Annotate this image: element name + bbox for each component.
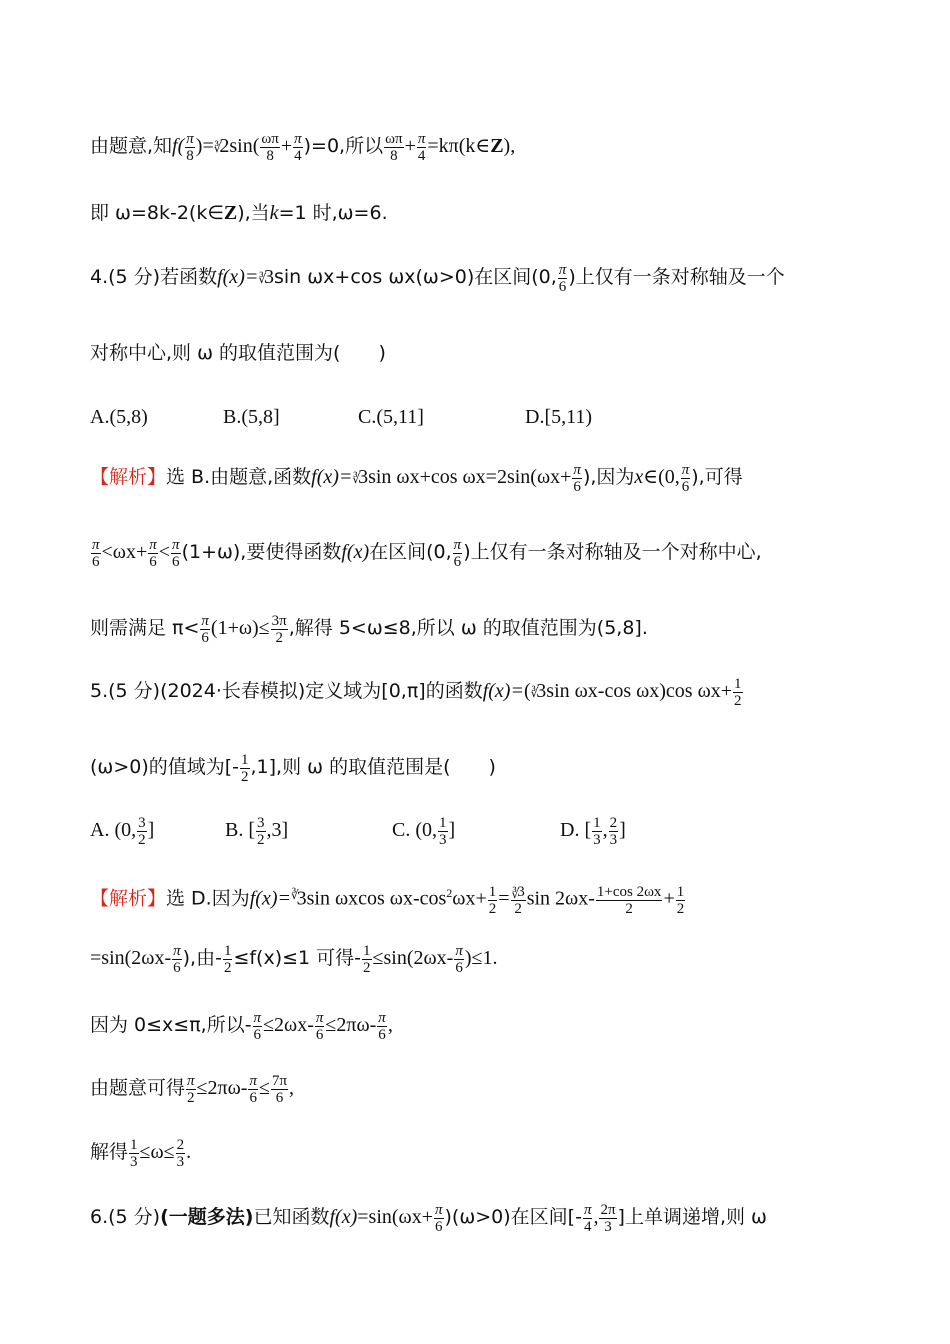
text: )上仅有一条对称轴及一个 [568, 266, 785, 289]
text: sin ωx+cos ωx=2sin(ωx+ [368, 466, 572, 489]
option-a[interactable]: A. (0, $\frac{3}{2}$ ] [90, 815, 155, 848]
text: ),因为 [582, 466, 635, 489]
text: 3 [358, 466, 369, 489]
fraction: $\frac{2}{3}$ [176, 1137, 185, 1170]
text: <ωx+ [101, 541, 148, 564]
text: k [269, 202, 279, 224]
solution-4-line-1 [90, 462, 880, 495]
fraction: $\frac{\pi}{6}$ [455, 943, 463, 976]
text: 则需满足 π< [90, 617, 200, 640]
text: 由题意可得 [90, 1077, 186, 1100]
text: 由题意,知 [90, 135, 173, 158]
text: =sin(2ωx- [90, 947, 172, 970]
text: ∈(0, [643, 466, 680, 489]
fraction: $\frac{1}{2}$ [223, 943, 232, 976]
text: ≤ [258, 1077, 270, 1100]
text: f(x)= [482, 680, 524, 703]
text: =kπ(k∈ [427, 135, 491, 158]
text: 2 [219, 135, 230, 158]
fraction: $\frac{1}{2}$ [241, 752, 249, 785]
question-4 [90, 262, 880, 295]
fraction: $\frac{1}{2}$ [676, 883, 685, 917]
question-5: 5.(5 分)(2024·长春模拟)定义域为[0,π]的函数f(x)=(∛3sin ωx-cos ωx)cos ωx+ $\frac{1}{2}$ [90, 676, 742, 709]
text: . [186, 1141, 192, 1164]
option-b[interactable]: B. [ $\frac{3}{2}$ ,3] [225, 815, 289, 848]
option-d[interactable]: D. [ $\frac{1}{3}$ , $\frac{2}{3}$ ] [560, 815, 626, 848]
text: 解得 [90, 1141, 129, 1164]
solution-3-line-2 [90, 198, 880, 228]
text: f(x) [341, 541, 370, 564]
fraction: $\frac{\pi}{6}$ [253, 1010, 262, 1043]
radical: ∛ [213, 141, 222, 155]
radical: ∛ [352, 472, 361, 486]
text: f(x) [329, 1206, 358, 1229]
option-d[interactable]: D.[5,11) [525, 406, 593, 428]
text: 在区间(0, [369, 541, 452, 564]
fraction: $\frac{\pi}{6}$ [378, 1010, 386, 1043]
fraction: $\frac{2\pi}{3}$ [600, 1202, 616, 1235]
fraction: $\frac{\pi}{6}$ [573, 462, 581, 495]
fraction: $\frac{\pi}{4}$ [417, 131, 426, 164]
fraction: $\frac{\omega\pi}{8}$ [261, 131, 279, 164]
text: f(x)= [217, 266, 259, 289]
fraction: $\frac{\pi}{4}$ [583, 1202, 592, 1235]
option-b[interactable]: B.(5,8] [223, 406, 280, 428]
text: Z [490, 135, 504, 158]
fraction: $\frac{^∛3}{2}$ [511, 883, 525, 917]
text: (ω>0)的值域为[- [90, 756, 240, 779]
fraction: $\frac{\pi}{6}$ [558, 262, 567, 295]
solution-5-line-1: 【解析】选 D.因为f(x)=∛3sin ωxcos $\omega x-\cos^2\omega x+$ $\frac{1}{2}$ = $\frac{^∛3}{2}$ sin 2ωx- $\frac{1+\cos 2\omega x}{2}$ + $\frac{1}{2}$ [90, 883, 685, 917]
text: ),可得 [691, 466, 743, 489]
option-c[interactable]: C.(5,11] [358, 406, 424, 428]
text: )上仅有一条对称轴及一个对称中心, [463, 541, 762, 564]
option-c[interactable]: C. (0, $\frac{1}{3}$ ] [392, 815, 456, 848]
fraction: $\frac{\pi}{4}$ [294, 131, 302, 164]
question-4-line-2: 对称中心,则 ω 的取值范围为( ) [90, 342, 386, 364]
superscript: 2 [446, 886, 453, 900]
fraction: $\frac{1}{2}$ [488, 883, 497, 917]
fraction: $\frac{\pi}{6}$ [92, 537, 100, 570]
fraction: $\frac{7\pi}{6}$ [271, 1073, 288, 1106]
text: 3 [536, 680, 547, 703]
fraction: $\frac{\pi}{2}$ [187, 1073, 195, 1106]
text: ), [503, 135, 516, 158]
text: =1 时,ω=6. [278, 202, 388, 224]
text: Z [223, 202, 238, 224]
fraction: $\frac{\pi}{6}$ [249, 1073, 257, 1106]
text: ≤2πω- [325, 1014, 377, 1037]
text: 已知函数 [253, 1206, 330, 1229]
text: 6.(5 分) [90, 1206, 161, 1229]
solution-4-line-3 [90, 613, 880, 646]
fraction: $\frac{\pi}{6}$ [149, 537, 157, 570]
text: ≤2ωx- [263, 1014, 314, 1037]
text: f(x)= [311, 466, 353, 489]
text: sin( [229, 135, 260, 158]
radical: ∛ [258, 272, 266, 286]
solution-3-line-1: 由题意,知f( $\frac{\pi}{8}$ )=∛2sin( $\frac{\omega\pi}{8}$ + $\frac{\pi}{4}$ )=0,所以 $\frac{\omega\pi}{8}$ + $\frac{\pi}{4}$ =kπ(k∈Z), [90, 131, 516, 164]
text: ]上单调递增,则 ω [617, 1206, 767, 1229]
text: sin 2ωx- [526, 887, 595, 910]
text: 3 [296, 887, 307, 910]
text: ),由- [182, 947, 222, 970]
text: (一题多法) [160, 1206, 254, 1229]
fraction: $\frac{\pi}{6}$ [315, 1010, 324, 1043]
fraction: $\frac{1}{3}$ [130, 1137, 138, 1170]
text: 5.(5 分)(2024·长春模拟)定义域为[0,π]的函数 [90, 680, 483, 703]
text: f(x)= [249, 887, 291, 910]
fraction: $\frac{1+\cos 2\omega x}{2}$ [596, 883, 662, 917]
text: 4.(5 分)若函数 [90, 266, 218, 289]
text: 选 D.因为 [166, 887, 250, 910]
solution-5-line-4 [90, 1073, 880, 1106]
fraction: $\frac{\pi}{6}$ [453, 537, 462, 570]
fraction: $\frac{\pi}{8}$ [186, 131, 194, 164]
fraction: $\frac{\pi}{6}$ [172, 537, 180, 570]
text: 选 B.由题意,函数 [166, 466, 312, 489]
solution-4-line-2 [90, 537, 880, 570]
fraction: $\frac{3\pi}{2}$ [271, 613, 287, 646]
text: ≤ω≤ [139, 1141, 175, 1164]
text: ≤f(x)≤1 可得- [233, 947, 362, 970]
text: sin ωx-cos ωx)cos ωx+ [546, 680, 733, 703]
solution-5-line-2 [90, 943, 880, 976]
text: ≤sin(2ωx- [372, 947, 454, 970]
solution-5-line-5 [90, 1137, 880, 1170]
solution-5-line-3 [90, 1010, 880, 1043]
text: ,1],则 ω 的取值范围是( ) [250, 756, 496, 779]
text: , [593, 1206, 599, 1229]
text: ωx+ [452, 887, 487, 910]
fraction: $\frac{\pi}{6}$ [681, 462, 690, 495]
analysis-tag: 【解析】 [90, 466, 167, 489]
text: ≤2πω- [196, 1077, 248, 1100]
radical: ∛ [530, 686, 539, 700]
text: x [634, 466, 644, 489]
text: < [158, 541, 171, 564]
text: )(ω>0)在区间[- [444, 1206, 582, 1229]
text: sin ωx+cos ωx(ω>0)在区间(0, [274, 266, 557, 289]
text: sin ωxcos ωx-cos [306, 887, 447, 910]
question-5-line-2 [90, 752, 880, 785]
option-a[interactable]: A.(5,8) [90, 406, 148, 428]
radical: ∛ [290, 888, 299, 902]
analysis-tag: 【解析】 [90, 887, 167, 910]
text: , [289, 1077, 295, 1100]
text: ),当 [237, 202, 270, 224]
text: (1+ω),要使得函数 [181, 541, 342, 564]
question-6 [90, 1202, 880, 1235]
fraction: $\frac{\pi}{6}$ [434, 1202, 443, 1235]
text: =sin(ωx+ [357, 1206, 433, 1229]
text: )=0,所以 [303, 135, 384, 158]
text: , [387, 1014, 393, 1037]
text: 3 [264, 266, 274, 289]
text: )≤1. [464, 947, 498, 970]
fraction: $\frac{1}{2}$ [734, 676, 742, 709]
fraction: $\frac{\pi}{6}$ [173, 943, 181, 976]
text: 即 ω=8k-2(k∈ [90, 202, 224, 224]
text: 因为 0≤x≤π,所以- [90, 1014, 252, 1037]
text: f( [172, 135, 185, 158]
text: ,解得 5<ω≤8,所以 ω 的取值范围为(5,8]. [288, 617, 648, 640]
fraction: $\frac{\pi}{6}$ [201, 613, 209, 646]
text: (1+ω)≤ [210, 617, 270, 640]
fraction: $\frac{1}{2}$ [363, 943, 371, 976]
fraction: $\frac{\omega\pi}{8}$ [385, 131, 403, 164]
